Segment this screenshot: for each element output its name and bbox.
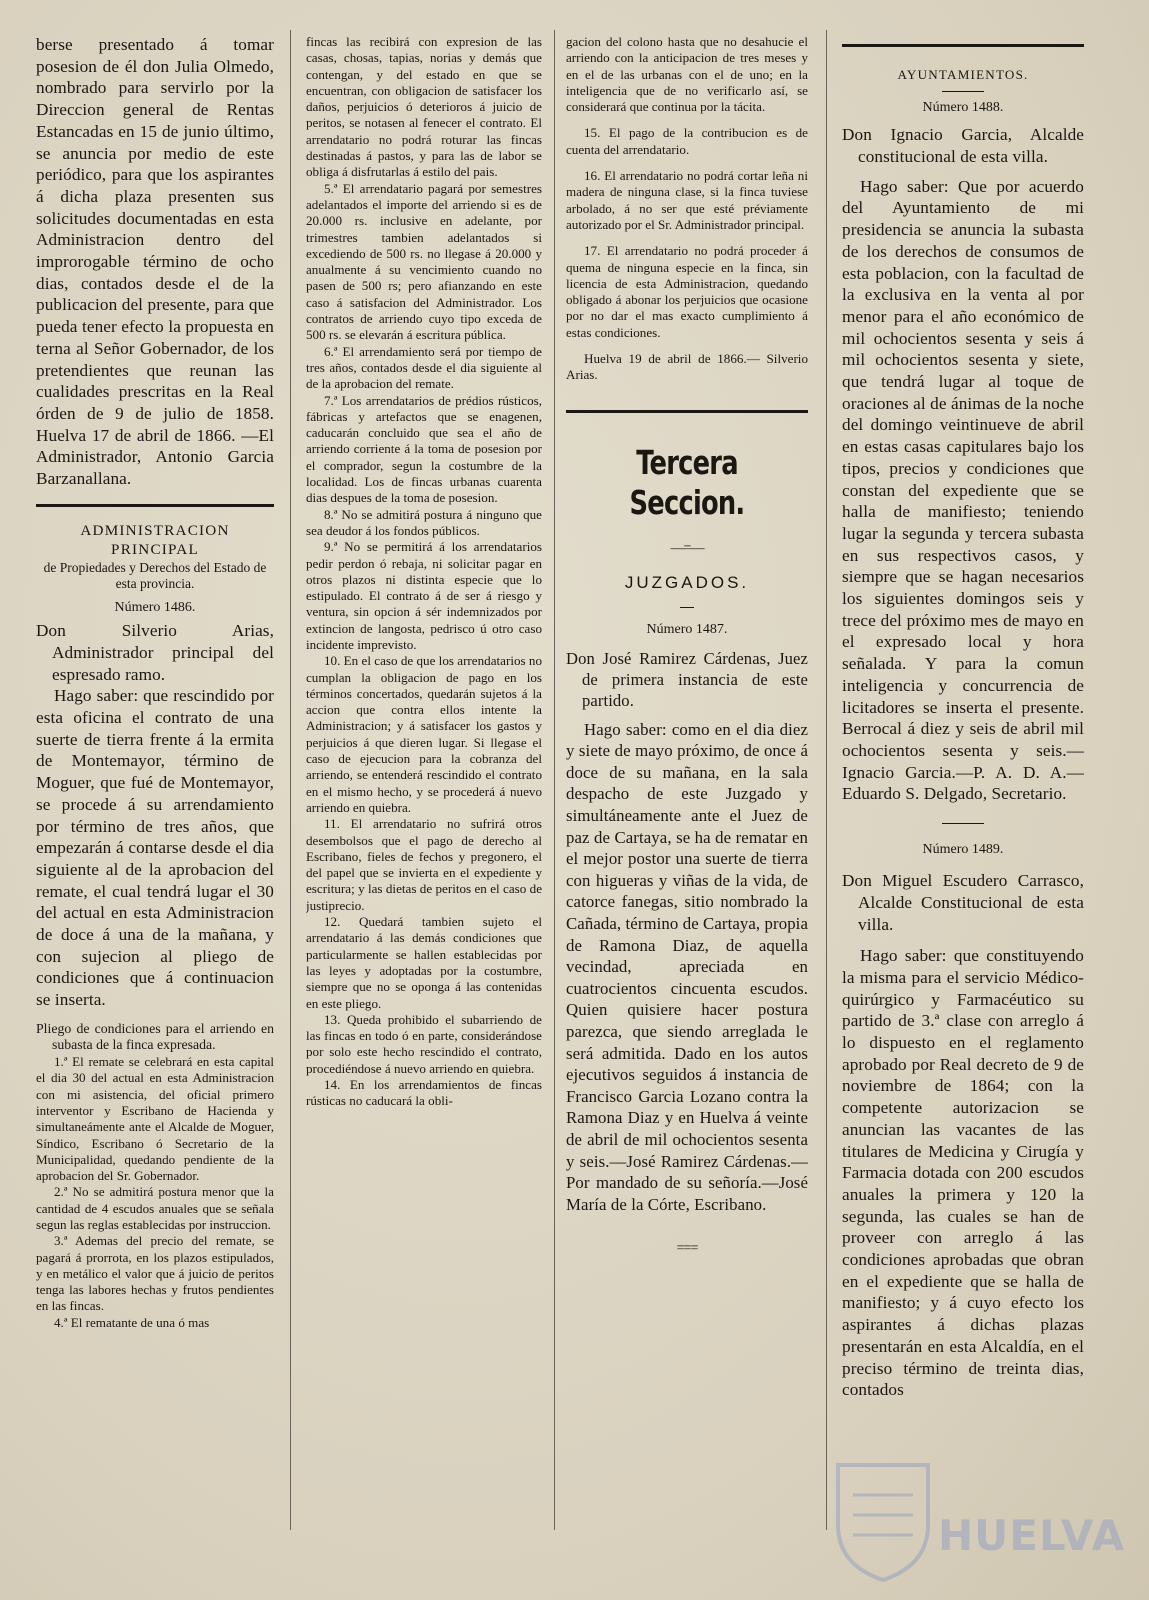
conditions-continued: fincas las recibirá con expresion de las casas, chosas, tapias, norias y demás que contengan, y del estado en que se encuentran, con obligacion de satisfacer los daños, perjuicios ó deterioros á juicio de peritos, se notasen al fenecer el contrato. El arrendatario no podrá roturar las fincas destinadas á pastos, y para las de labor se obliga á disfrutarlas á estilo del pais.	[306, 34, 542, 180]
condition-10: 10. En el caso de que los arrendatarios no cumplan la obligacion de pago en los términos concertados, quedarán sujetos á la accion que contra ellos intente la Administracion; y á satisfacer los gastos y perjuicios á que dieren lugar. Si llegase el caso de ejecucion para la cobranza del arriendo, se entenderá rescindido el contrato en el mismo hecho, y se procederá á nuevo arriendo en quiebra.	[306, 653, 542, 815]
section-divider	[842, 44, 1084, 47]
condition-9: 9.ª No se permitirá á los arrendatarios pedir perdon ó rebaja, ni solicitar pagar en otros plazos ni distinta especie que lo estipulado. El contrato á de ser á riesgo y ventura, sin opcion á sér indemnizados por extincion de langosta, pedrisco ú otro caso incidente imprevisto.	[306, 539, 542, 652]
column-2	[306, 34, 542, 1110]
admin-title: ADMINISTRACION PRINCIPAL	[80, 521, 230, 559]
column-rule	[290, 30, 291, 1530]
section-divider	[566, 410, 808, 413]
notice-number: Número 1489.	[922, 842, 1004, 858]
notice-number: Número 1487.	[646, 621, 728, 637]
condition-16: 16. El arrendatario no podrá cortar leña ni madera de ninguna clase, si la finca tuviese arbolado, á no ser que esté préviamente autorizado por el Sr. Administrador principal.	[566, 168, 808, 232]
admin-subtitle: de Propiedades y Derechos del Estado de esta provincia.	[43, 559, 267, 591]
condition-5: 5.ª El arrendatario pagará por semestres adelantados el importe del arriendo si es de 20.000 rs. inclusive en adelante, por trimestres tambien adelantados si excediendo de 500 rs. no llegase á 20.000 y anualmente á su vencimiento cuando no pasen de 500 rs; pero afianzando en este caso á satisfacion del Administrador. Los contratos de arriendo cuyo tipo exceda de 500 rs. se elevarán á escritura pública.	[306, 180, 542, 343]
condition-11: 11. El arrendatario no sufrirá otros desembolsos que el pago de derecho al Escribano, fieles de fechos y pregonero, el del papel que se invierta en el expediente y escritura; y las dietas de peritos en el caso de justiprecio.	[306, 816, 542, 913]
notice-issuer: Don Miguel Escudero Carrasco, Alcalde Constitucional de esta villa.	[842, 871, 1084, 934]
ayuntamientos-heading: AYUNTAMIENTOS.	[897, 67, 1029, 82]
signature: Huelva 19 de abril de 1866.— Silverio Arias.	[566, 351, 808, 383]
notice-issuer: Don Ignacio Garcia, Alcalde constitucional de esta villa.	[842, 125, 1084, 166]
notice-body: Hago saber: como en el dia diez y siete de mayo próximo, de once á doce de su mañana, en la sala despacho de este Juzgado y simultáneamente ante el Juez de paz de Cartaya, se ha de rematar en el mejor postor una suerte de tierra con higueras y viñas de la vida, de catorce fanegas, sitio nombrado la Cañada, término de Cartaya, propia de Ramona Diaz, de aquella vecindad, apreciada en cuatrocientos cincuenta escudos. Quien quisiere hacer postura parezca, que siendo arreglada le será admitida. Dado en los autos ejecutivos seguidos á instancia de Francisco Garcia Lozano contra la Ramona Diaz y en Huelva á veinte de abril de mil ochocientos sesenta y seis.—José Ramirez Cárdenas.—Por mandado de su señoría.—José María de la Córte, Escribano.	[566, 719, 808, 1214]
column-rule	[826, 30, 827, 1530]
notice-body: Hago saber: Que por acuerdo del Ayuntamiento de mi presidencia se anuncia la subasta de los derechos de consumos de esta poblacion, con la facultad de la exclusiva en la venta al por menor para el año económico de mil ochocientos sesenta y seis á mil ochocientos sesenta y siete, que tendrá lugar al toque de oraciones al de ánimas de la noche del domingo veintinueve de abril en estas casas capitulares bajo los tipos, precios y condiciones que constan del expediente que se halla de manifiesto; teniendo lugar la segunda y tercera subasta en sus respectivos casos, y siempre que se hagan necesarios los siguientes domingos seis y trece del próximo mes de mayo en el expresado local y hora señalada. Y para la comun inteligencia y concurrencia de licitadores se inserta el presente. Berrocal á diez y seis de abril mil ochocientos sesenta y seis.—Ignacio Garcia.—P. A. D. A.—Eduardo S. Delgado, Secretario.	[842, 176, 1084, 804]
condition-4: 4.ª El rematante de una ó mas	[54, 1314, 210, 1330]
condition-1: 1.ª El remate se celebrará en esta capital el dia 30 del actual en esta Administracion con mi asistencia, del oficial primero interventor y Escribano de Hacienda y simultaneámente ante el Alcalde de Moguer, Síndico, Escribano ó Secretario de la Municipalidad, quedando pendiente de la aprobacion del Sr. Gobernador.	[36, 1054, 274, 1184]
condition-8: 8.ª No se admitirá postura á ninguno que sea deudor á los fondos públicos.	[306, 506, 542, 538]
end-ornament: ===	[676, 1241, 698, 1257]
condition-2: 2.ª No se admitirá postura menor que la cantidad de 4 escudos anuales que se señala segun las reglas establecidas por instruccion.	[36, 1184, 274, 1232]
lead-paragraph: berse presentado á tomar posesion de él don Julia Olmedo, nombrado para servirlo por la Direccion general de Rentas Estancadas en 15 de junio último, se anuncia por medio de este periódico, para que los aspirantes á dicha plaza presenten sus solicitudes documentadas en esta Administracion dentro del improrogable término de ocho dias, contados desde el de la publicacion del presente, para que pueda tener efecto la propuesta en terna al Señor Gobernador, de los pretendientes que reunan las cualidades prescritas en la Real órden de 9 de julio de 1858. Huelva 17 de abril de 1866. —El Administrador, Antonio Garcia Barzanallana.	[36, 35, 274, 489]
watermark-text: HUELVA	[938, 1511, 1126, 1560]
column-3	[566, 34, 808, 1257]
section-divider	[36, 504, 274, 507]
juzgados-heading: JUZGADOS.	[624, 572, 750, 592]
condition-7: 7.ª Los arrendatarios de prédios rústicos, fábricas y artefactos que se enagenen, caducarán concluido que sea el año de arriendo corriente á la toma de posesion por el comprador, segun la costumbre de la localidad. Los de fincas urbanas cuarenta dias despues de la toma de posesion.	[306, 392, 542, 506]
notice-body: Hago saber: que rescindido por esta oficina el contrato de una suerte de tierra frente á la ermita de Montemayor, término de Moguer, que fué de Montemayor, se procede á su arrendamiento por término de tres años, que empezarán á contarse desde el dia siguiente al de la aprobacion del remate, el cual tendrá lugar el 30 del actual en esta Administracion de doce á una de la mañana, y con sujecion al pliego de condiciones que á continuacion se inserta.	[36, 686, 274, 1010]
notice-issuer: Don Silverio Arias, Administrador principal del espresado ramo.	[36, 621, 274, 684]
ornament-divider: —=—	[670, 540, 704, 556]
column-1	[36, 34, 274, 1331]
archive-watermark	[828, 1455, 1128, 1595]
notice-number: Número 1488.	[922, 100, 1004, 116]
short-rule	[680, 607, 694, 608]
condition-3: 3.ª Ademas del precio del remate, se pagará á prorrota, en los plazos estipulados, y en metálico el valor que á juicio de peritos tenga las labores hechas y frutos pendientes en las fincas.	[36, 1233, 274, 1314]
condition-15: 15. El pago de la contribucion es de cuenta del arrendatario.	[566, 125, 808, 157]
condition-12: 12. Quedará tambien sujeto el arrendatario á las demás condiciones que particularmente se hallen establecidas por las leyes y adoptadas por la costumbre, siempre que no se oponga á las contenidas en este pliego.	[306, 914, 542, 1011]
notice-body: Hago saber: que constituyendo la misma para el servicio Médico-quirúrgico y Farmacéutico su partido de 3.ª clase con arreglo á lo dispuesto en el reglamento aprobado por Real decreto de 9 de noviembre de 1864; con la competente autorizacion se anuncian las vacantes de las titulares de Medicina y Cirugía y Farmacia dotada con 200 escudos anuales la primera y 120 la segunda, las cuales se han de proveer con arreglo á las condiciones aprobadas que obran en el expediente que se halla de manifiesto; y á cuyo efecto los aspirantes á dichas plazas presentarán en esta Alcaldía, en el preciso término de treinta dias, contados	[842, 946, 1084, 1400]
condition-13: 13. Queda prohibido el subarriendo de las fincas en todo ó en parte, considerándose por solo este hecho rescindido el contrato, procediéndose á nuevo arriendo en quiebra.	[306, 1011, 542, 1076]
short-rule	[942, 91, 984, 92]
condition-6: 6.ª El arrendamiento será por tiempo de tres años, contados desde el dia siguiente al de la aprobacion del remate.	[306, 343, 542, 392]
short-rule	[942, 823, 984, 824]
conditions-title: Pliego de condiciones para el arriendo en subasta de la finca expresada.	[36, 1020, 274, 1053]
conditions-continued: gacion del colono hasta que no desahucie el arriendo con la anticipacion de tres meses y en el de las urbanas con el de uno; en la inteligencia que de no verificarlo así, se considerará que continua por la tácita.	[566, 34, 808, 115]
section-title: Tercera Seccion.	[629, 442, 745, 522]
notice-number: Número 1486.	[114, 600, 196, 616]
shield-icon	[828, 1455, 948, 1585]
column-rule	[554, 30, 555, 1530]
condition-17: 17. El arrendatario no podrá proceder á quema de ninguna especie en la finca, sin licencia de esta Administracion, quedando obligado á abonar los perjuicios que ocasione por no dar el mas exacto cumplimiento á estas condiciones.	[566, 243, 808, 340]
condition-14: 14. En los arrendamientos de fincas rústicas no caducará la obli-	[306, 1077, 542, 1109]
notice-issuer: Don José Ramirez Cárdenas, Juez de primera instancia de este partido.	[566, 648, 808, 710]
column-4	[842, 34, 1084, 1401]
